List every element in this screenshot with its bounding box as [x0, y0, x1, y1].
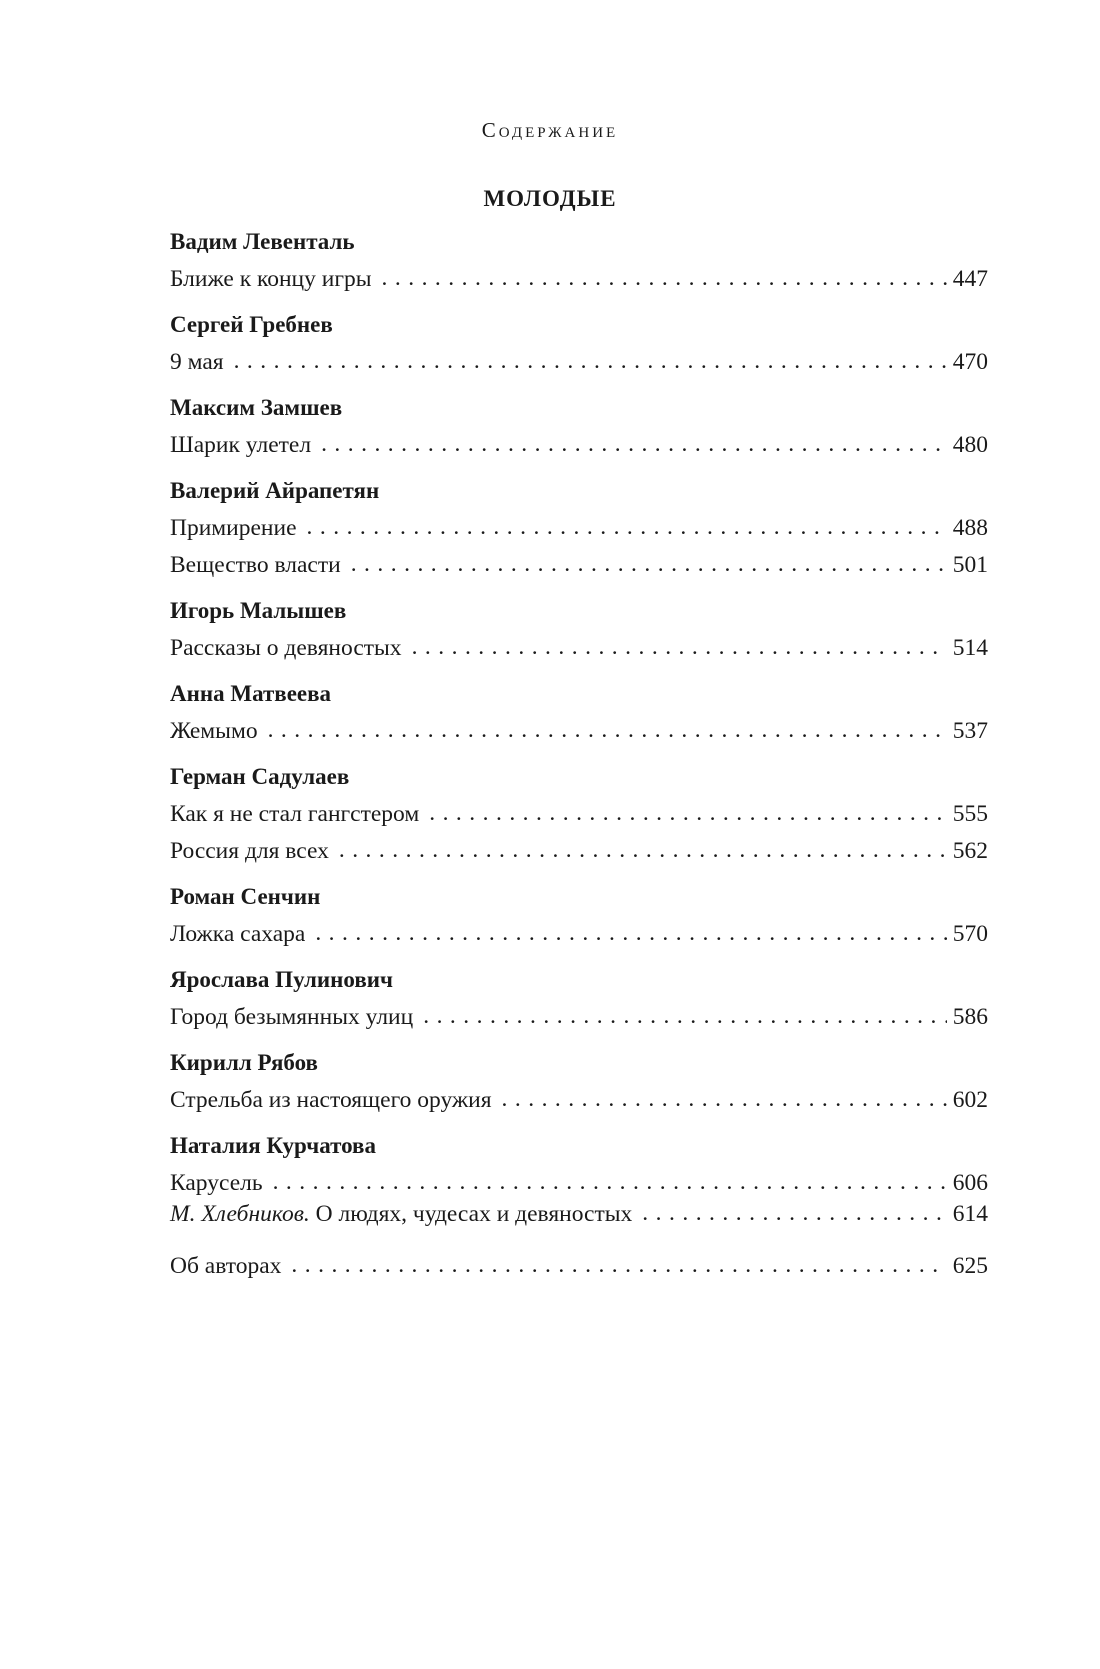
toc-entry-page: 501: [952, 552, 988, 578]
toc-entry-title: Стрельба из настоящего оружия: [170, 1087, 492, 1113]
afterword-entry-block: [170, 1200, 988, 1228]
dot-leader: [502, 1085, 947, 1113]
toc-entry: [170, 265, 988, 293]
toc-entry-page: 625: [952, 1253, 988, 1279]
dot-leader: [268, 716, 947, 744]
dot-leader: [412, 633, 947, 661]
toc-entry: [170, 837, 988, 865]
about-authors-block: [170, 1252, 988, 1280]
toc-entry-title: Об авторах: [170, 1253, 282, 1279]
toc-entry: [170, 800, 988, 828]
toc-entry: [170, 920, 988, 948]
toc-author: Анна Матвеева: [170, 681, 332, 706]
toc-entry-title: Россия для всех: [170, 838, 329, 864]
toc-entry-title: 9 мая: [170, 349, 224, 375]
toc-entry-title: Вещество власти: [170, 552, 341, 578]
toc-author: Наталия Курчатова: [170, 1133, 376, 1158]
dot-leader: [642, 1199, 946, 1227]
afterword-author: М. Хлебников.: [170, 1201, 310, 1227]
toc-entry-afterword: [170, 1200, 988, 1228]
toc-entry-about-authors: [170, 1252, 988, 1280]
toc-author: Валерий Айрапетян: [170, 478, 380, 503]
toc-author: Роман Сенчин: [170, 884, 321, 909]
toc-entry-page: 470: [952, 349, 988, 375]
toc-entry-title: Рассказы о девяностых: [170, 635, 402, 661]
dot-leader: [423, 1002, 947, 1030]
toc-entry-page: 537: [952, 718, 988, 744]
toc-entry: [170, 634, 988, 662]
toc-author: Ярослава Пулинович: [170, 967, 393, 992]
dot-leader: [382, 264, 947, 292]
toc-entry-title: Город безымянных улиц: [170, 1004, 414, 1030]
dot-leader: [234, 347, 947, 375]
toc-entry-page: 480: [952, 432, 988, 458]
toc-entry-title: Шарик улетел: [170, 432, 312, 458]
toc-entry: [170, 1169, 988, 1197]
toc-entry-page: 606: [952, 1170, 988, 1196]
toc-author: Вадим Левенталь: [170, 229, 355, 254]
toc-entry-page: 514: [952, 635, 988, 661]
afterword-title: О людях, чудесах и девяностых: [309, 1201, 633, 1227]
section-title: МОЛОДЫЕ: [483, 186, 617, 211]
toc-entry: [170, 431, 988, 459]
toc-entry-page: 614: [952, 1201, 988, 1227]
dot-leader: [339, 836, 947, 864]
dot-leader: [429, 799, 947, 827]
running-head: Содержание: [481, 118, 619, 142]
dot-leader: [321, 430, 947, 458]
toc-entry: [170, 1003, 988, 1031]
toc-entry-page: 602: [952, 1087, 988, 1113]
dot-leader: [351, 550, 947, 578]
table-of-contents: [170, 228, 988, 1197]
toc-author: Игорь Малышев: [170, 598, 347, 623]
toc-author: Герман Садулаев: [170, 764, 350, 789]
toc-entry: [170, 551, 988, 579]
toc-author: Сергей Гребнев: [170, 312, 333, 337]
toc-entry-title: Ближе к концу игры: [170, 266, 372, 292]
toc-entry-page: 555: [952, 801, 988, 827]
dot-leader: [291, 1251, 946, 1279]
toc-entry-title: Карусель: [170, 1170, 263, 1196]
toc-entry: [170, 1086, 988, 1114]
toc-author: Максим Замшев: [170, 395, 343, 420]
toc-author: Кирилл Рябов: [170, 1050, 318, 1075]
toc-entry-page: 447: [952, 266, 988, 292]
toc-entry-page: 562: [952, 838, 988, 864]
toc-entry-title: [170, 1200, 632, 1228]
toc-entry-title: Ложка сахара: [170, 921, 306, 947]
toc-entry-page: 570: [952, 921, 988, 947]
toc-entry-title: Примирение: [170, 515, 297, 541]
dot-leader: [315, 919, 946, 947]
toc-entry: [170, 717, 988, 745]
dot-leader: [273, 1168, 947, 1196]
toc-entry: [170, 348, 988, 376]
toc-entry-title: Жемымо: [170, 718, 258, 744]
toc-entry-page: 488: [952, 515, 988, 541]
toc-entry: [170, 514, 988, 542]
toc-entry-page: 586: [952, 1004, 988, 1030]
toc-entry-title: Как я не стал гангстером: [170, 801, 420, 827]
dot-leader: [307, 513, 947, 541]
